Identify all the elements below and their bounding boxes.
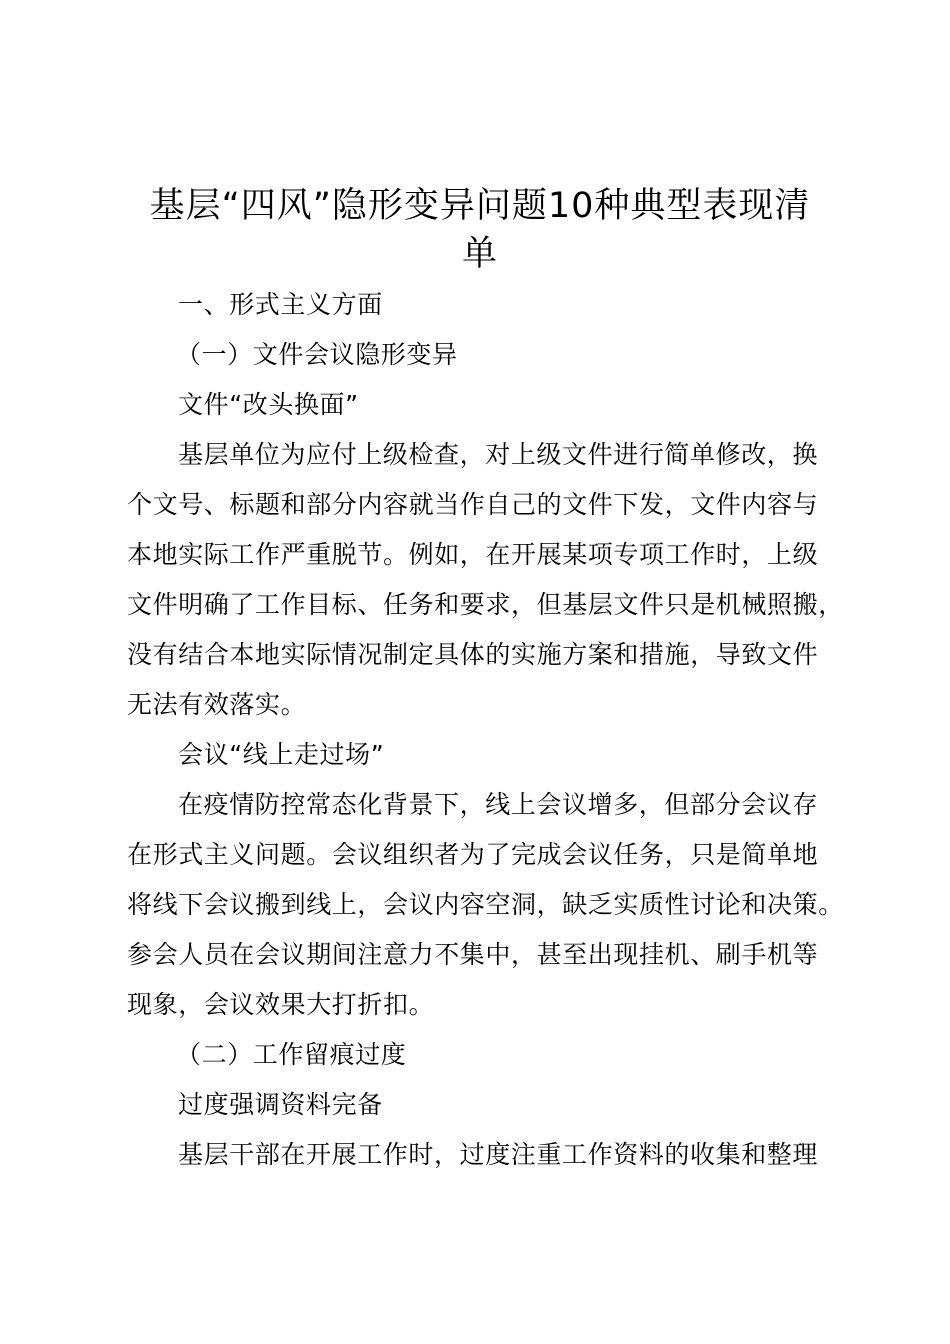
title-line-2: 单 bbox=[461, 234, 498, 274]
paragraph-line: 本地实际工作严重脱节。例如，在开展某项专项工作时，上级 bbox=[127, 540, 819, 569]
paragraph-line: 文件明确了工作目标、任务和要求，但基层文件只是机械照搬， bbox=[127, 590, 844, 619]
paragraph-line: 基层干部在开展工作时，过度注重工作资料的收集和整理 bbox=[178, 1140, 819, 1169]
item-heading: 会议“线上走过场” bbox=[178, 740, 385, 769]
paragraph-line: 在形式主义问题。会议组织者为了完成会议任务，只是简单地 bbox=[127, 840, 819, 869]
paragraph-line: 个文号、标题和部分内容就当作自己的文件下发，文件内容与 bbox=[127, 490, 819, 519]
document-title bbox=[100, 182, 860, 278]
paragraph-line: 参会人员在会议期间注意力不集中，甚至出现挂机、刷手机等 bbox=[127, 940, 819, 969]
subsection-heading: （二）工作留痕过度 bbox=[176, 1040, 407, 1069]
paragraph-line: 将线下会议搬到线上，会议内容空洞，缺乏实质性讨论和决策。 bbox=[127, 890, 844, 919]
item-heading: 过度强调资料完备 bbox=[178, 1090, 383, 1119]
item-heading: 文件“改头换面” bbox=[178, 390, 359, 419]
subsection-heading: （一）文件会议隐形变异 bbox=[176, 340, 458, 369]
paragraph-line: 没有结合本地实际情况制定具体的实施方案和措施，导致文件 bbox=[127, 640, 819, 669]
paragraph-line: 无法有效落实。 bbox=[127, 690, 307, 719]
paragraph-line: 在疫情防控常态化背景下，线上会议增多，但部分会议存 bbox=[178, 790, 819, 819]
paragraph-line: 基层单位为应付上级检查，对上级文件进行简单修改，换 bbox=[178, 440, 819, 469]
section-heading: 一、形式主义方面 bbox=[178, 290, 383, 319]
title-line-1: 基层“四风”隐形变异问题10种典型表现清 bbox=[149, 186, 811, 226]
paragraph-line: 现象，会议效果大打折扣。 bbox=[127, 990, 435, 1019]
